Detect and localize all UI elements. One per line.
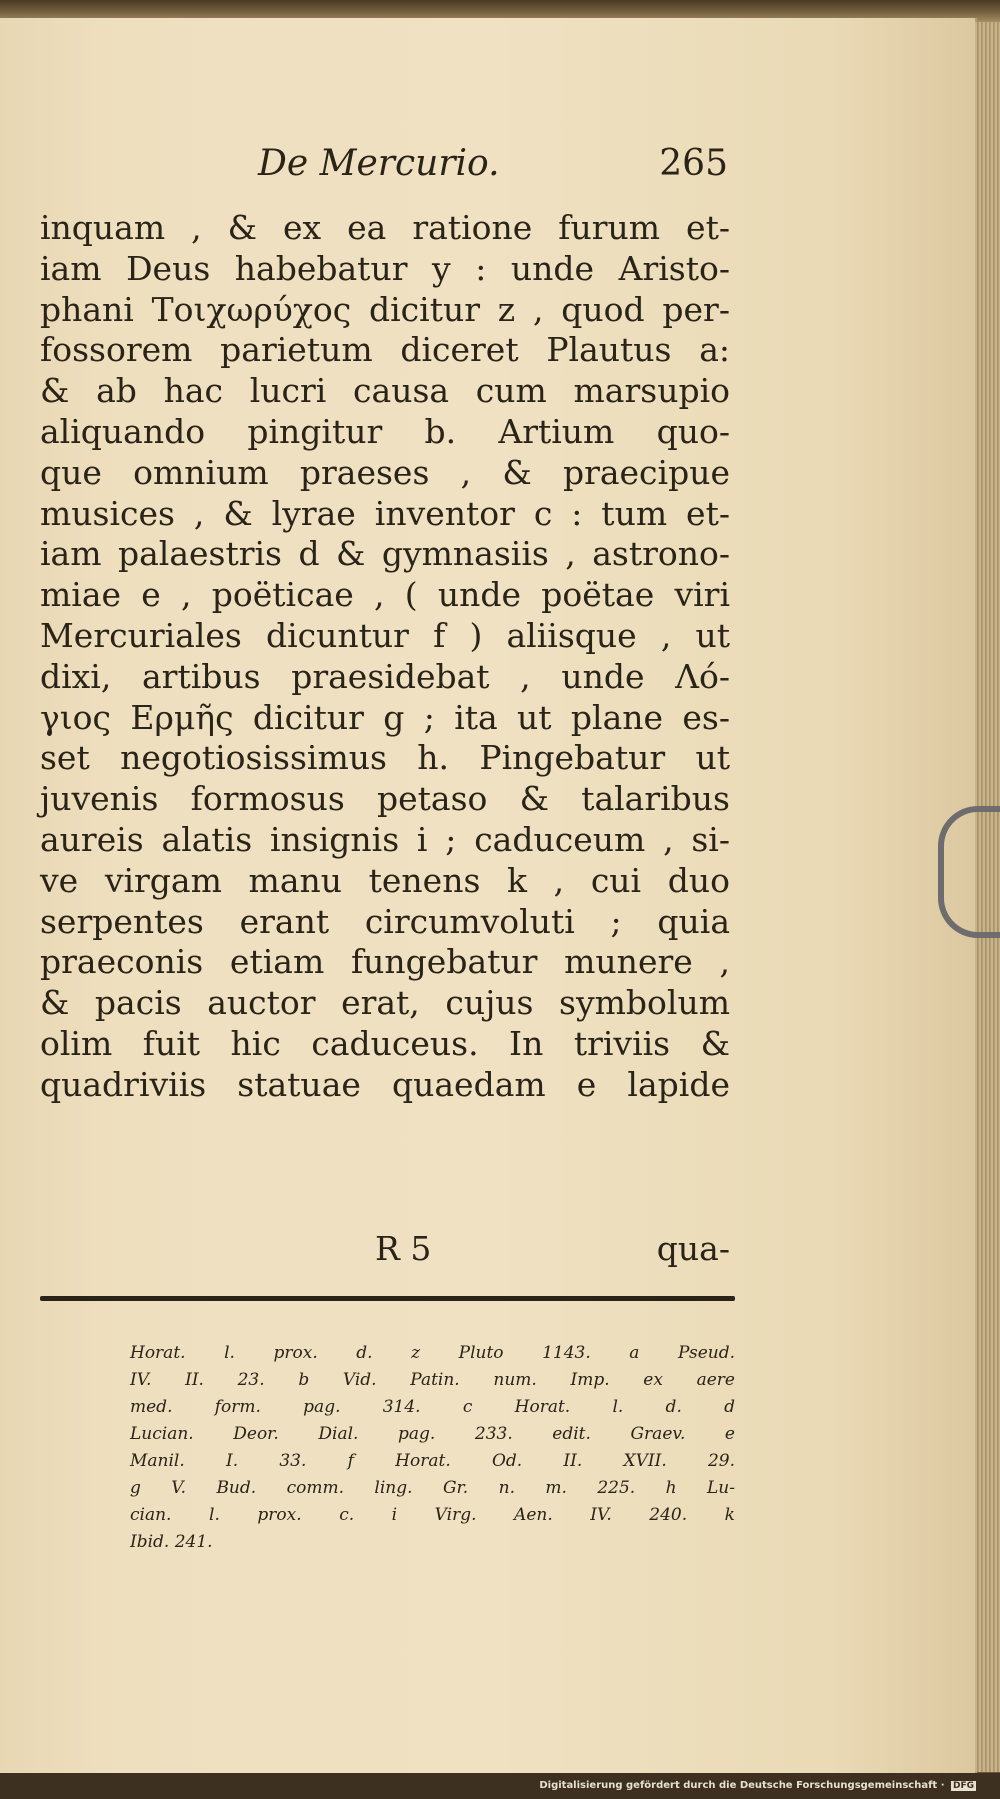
body-line: fossorem parietum diceret Plautus a: <box>40 330 730 370</box>
footnote-line: Ibid. 241. <box>130 1532 213 1552</box>
body-line: iam Deus habebatur y : unde Aristo- <box>40 248 730 288</box>
page-number: 265 <box>659 143 728 184</box>
footnote-line: Manil. I. 33. f Horat. Od. II. XVII. 29. <box>130 1451 735 1471</box>
catchline <box>40 1229 730 1269</box>
credit-text: Digitalisierung gefördert durch die Deutsche Forschungsgemeinschaft · <box>539 1780 945 1791</box>
footnote-line: Lucian. Deor. Dial. pag. 233. edit. Graev. e <box>130 1424 735 1444</box>
metal-clip <box>938 806 1000 938</box>
body-line: olim fuit hic caduceus. In triviis & <box>40 1023 730 1063</box>
footnote-line: g V. Bud. comm. ling. Gr. n. m. 225. h Lu- <box>130 1478 735 1498</box>
body-line: & ab hac lucri causa cum marsupio <box>40 371 730 411</box>
body-line: Mercuriales dicuntur f ) aliisque , ut <box>40 615 730 655</box>
dfg-logo: DFG <box>952 1781 974 1791</box>
catchword: qua- <box>656 1229 730 1268</box>
body-line: aureis alatis insignis i ; caduceum , si- <box>40 819 730 859</box>
body-line: iam palaestris d & gymnasiis , astrono- <box>40 534 730 574</box>
body-line: ve virgam manu tenens k , cui duo <box>40 860 730 900</box>
body-line: γιος Ερμῆς dicitur g ; ita ut plane es- <box>40 697 730 737</box>
body-line: set negotiosissimus h. Pingebatur ut <box>40 738 730 778</box>
body-line: miae e , poëticae , ( unde poëtae viri <box>40 575 730 615</box>
footnote-line: IV. II. 23. b Vid. Patin. num. Imp. ex aere <box>130 1370 735 1390</box>
page-header <box>258 143 728 193</box>
body-line: dixi, artibus praesidebat , unde Λό- <box>40 656 730 696</box>
body-line: inquam , & ex ea ratione furum et- <box>40 208 730 247</box>
footnote-rule <box>40 1296 735 1301</box>
body-text <box>40 208 730 1106</box>
body-line: musices , & lyrae inventor c : tum et- <box>40 493 730 533</box>
footnote-line: Horat. l. prox. d. z Pluto 1143. a Pseud. <box>130 1343 735 1363</box>
signature-mark: R 5 <box>375 1229 432 1268</box>
footnote-line: cian. l. prox. c. i Virg. Aen. IV. 240. k <box>130 1505 735 1525</box>
digitization-credit <box>539 1780 976 1791</box>
body-line: juvenis formosus petaso & talaribus <box>40 779 730 819</box>
book-page <box>0 18 977 1773</box>
body-line: quadriviis statuae quaedam e lapide <box>40 1064 730 1104</box>
body-line: aliquando pingitur b. Artium quo- <box>40 411 730 451</box>
footnote-line: med. form. pag. 314. c Horat. l. d. d <box>130 1397 735 1417</box>
footnotes <box>130 1340 735 1556</box>
body-line: serpentes erant circumvoluti ; quia <box>40 901 730 941</box>
body-line: praeconis etiam fungebatur munere , <box>40 942 730 982</box>
running-title: De Mercurio. <box>258 143 500 184</box>
body-line: que omnium praeses , & praecipue <box>40 452 730 492</box>
body-line: phani Τοιχωρύχος dicitur z , quod per- <box>40 289 730 329</box>
body-line: & pacis auctor erat, cujus symbolum <box>40 983 730 1023</box>
